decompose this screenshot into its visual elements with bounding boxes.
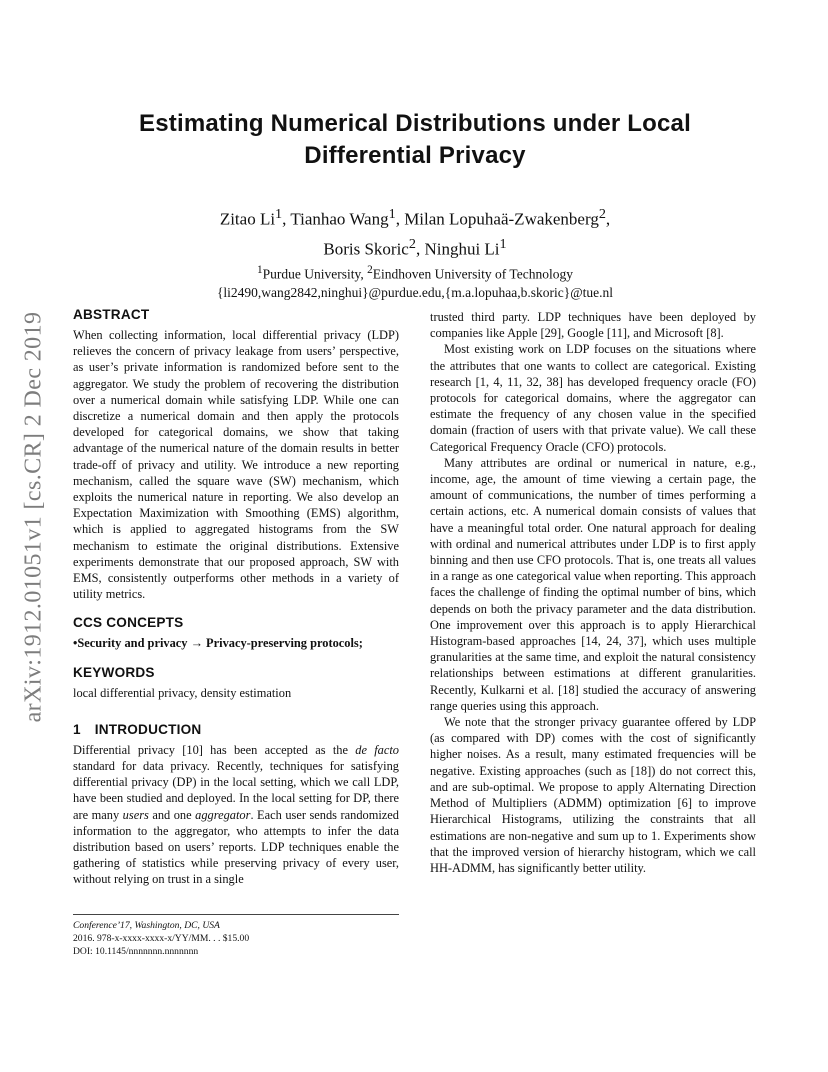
left-column — [73, 306, 399, 888]
section-number: 1 — [73, 721, 81, 737]
arxiv-stamp — [20, 292, 48, 742]
intro-paragraph-3: Many attributes are ordinal or numerical in nature, e.g., income, age, the amount of time viewing a certain page, the amount of communications, the number of times performing a certain actions, etc. A numerical domain consists of values that have a meaningful total order. One natural approach for dealing with ordinal and numerical attributes under LDP is to first apply binning and then use CFO protocols. That is, one treats all values in a range as one categorical value when reporting. This approach faces the challenge of finding the optimal number of bins, which depends on both the privacy parameter and the data distribution. One improvement over this approach is to apply Hierarchical Histogram-based approaches [14, 24, 37], which uses multiple granularities at the same time, and exploit the natural consistency relationships between estimations at different granularities. Recently, Kulkarni et al. [18] studied the accuracy of answering range queries using this approach. — [430, 455, 756, 713]
intro-emphasis: users — [122, 807, 149, 822]
intro-paragraph-1-continued: trusted third party. LDP techniques have been deployed by companies like Apple [29], Google [11], and Microsoft [8]. — [430, 310, 756, 341]
intro-paragraph-1 — [73, 742, 399, 888]
author-name: Milan Lopuhaä-Zwakenberg — [404, 209, 599, 229]
isbn-info: 2016. 978-x-xxxx-xxxx-x/YY/MM. . . $15.00 — [73, 933, 250, 944]
title-line-1: Estimating Numerical Distributions under Local — [139, 110, 691, 137]
right-column — [430, 309, 756, 876]
author-name: Ninghui Li — [424, 239, 500, 259]
section-title: INTRODUCTION — [94, 721, 202, 737]
ccs-concepts-heading: CCS CONCEPTS — [73, 615, 184, 631]
doi-info: DOI: 10.1145/nnnnnnn.nnnnnnn — [73, 946, 199, 957]
keywords-heading: KEYWORDS — [73, 664, 155, 680]
author-affiliation-mark: 1 — [275, 206, 283, 222]
intro-emphasis: de facto — [355, 742, 399, 757]
author-affiliation-mark: 1 — [388, 206, 396, 222]
abstract-heading: ABSTRACT — [73, 307, 150, 322]
intro-paragraph-2: Most existing work on LDP focuses on the situations where the attributes that one wants to collect are categorical. Existing research [1, 4, 11, 32, 38] has developed frequency oracle (FO) protocols for categorical domains, where the aggregator can estimate the frequency of any chosen value in the specified domain (fraction of users with that private value). We call these Categorical Frequency Oracle (CFO) protocols. — [430, 342, 756, 454]
affiliations — [60, 261, 770, 302]
affiliation-1: Purdue University, — [262, 266, 368, 282]
paper-title — [60, 108, 770, 172]
author-name: Tianhao Wang — [290, 209, 389, 229]
affiliation-mark: 2 — [367, 264, 373, 276]
intro-text: Differential privacy [10] has been accepted as the — [73, 742, 356, 757]
introduction-heading — [73, 721, 399, 739]
author-emails: {li2490,wang2842,ninghui}@purdue.edu,{m.a.lopuhaa,b.skoric}@tue.nl — [216, 284, 614, 300]
intro-paragraph-4: We note that the stronger privacy guarantee offered by LDP (as compared with DP) comes with the cost of significantly higher noises. As a result, many estimated frequencies will be negative. Existing approaches (such as [18]) do not correct this, and are sub-optimal. We propose to apply Alternating Direction Method of Multipliers (ADMM) optimization [6] to improve Hierarchical Histograms, utilizing the constraints that all estimations are non-negative and sum up to 1. Experiments show that the improved version of hierarchy histogram, which we call HH-ADMM, has significantly better utility. — [430, 715, 756, 875]
footnote — [73, 914, 399, 958]
title-line-2: Differential Privacy — [304, 142, 526, 169]
author-affiliation-mark: 2 — [408, 235, 416, 252]
author-name: Boris Skoric — [323, 239, 409, 259]
arxiv-identifier: arXiv:1912.01051v1 [cs.CR] 2 Dec 2019 — [20, 311, 47, 723]
ccs-concepts-text: •Security and privacy → Privacy-preserving protocols; — [73, 636, 363, 651]
intro-text: standard for data privacy. Recently, techniques for satisfying differential privacy (DP) in the local setting, which we call LDP, have been studied and deployed. In the local setting for DP, there are many — [73, 759, 399, 822]
intro-text: . Each user sends randomized information to the aggregator, who attempts to infer the data distribution based on users’ reports. LDP techniques enable the gathering of statistics while preserving privacy of every user, without relying on trust in a single — [73, 807, 399, 887]
intro-text: and one — [148, 807, 196, 822]
intro-emphasis: aggregator — [195, 807, 251, 822]
affiliation-2: Eindhoven University of Technology — [372, 266, 573, 282]
author-list: Zitao Li$^1$, Tianhao Wang$^1$, Milan Lopuhaä-Zwakenberg$^2$, Boris Skoric$^2$, Ninghui Li$^1$ — [219, 206, 611, 259]
author-affiliation-mark: 1 — [499, 235, 507, 252]
author-name: Zitao Li — [219, 209, 276, 229]
author-affiliation-mark: 2 — [598, 206, 606, 222]
keywords-text: local differential privacy, density estimation — [73, 685, 292, 700]
abstract-text: When collecting information, local differential privacy (LDP) relieves the concern of privacy leakage from users’ perspective, as user’s private information is randomized before sent to the aggregator. We study the problem of recovering the distribution over a numerical domain while satisfying LDP. While one can discretize a numerical domain and then apply the protocols developed for categorical domains, we show that taking advantage of the numerical nature of the domain results in better trade-off of privacy and utility. We introduce a new reporting mechanism, called the square wave (SW) mechanism, which exploits the numerical nature in reporting. We also develop an Expectation Maximization with Smoothing (EMS) algorithm, which is applied to aggregated histograms from the SW mechanism to estimate the original distributions. Extensive experiments demonstrate that our proposed approach, SW with EMS, consistently outperforms other methods in a variety of utility metrics. — [73, 328, 399, 602]
affiliation-mark: 1 — [257, 264, 263, 276]
conference-info: Conference’17, Washington, DC, USA — [73, 920, 220, 931]
